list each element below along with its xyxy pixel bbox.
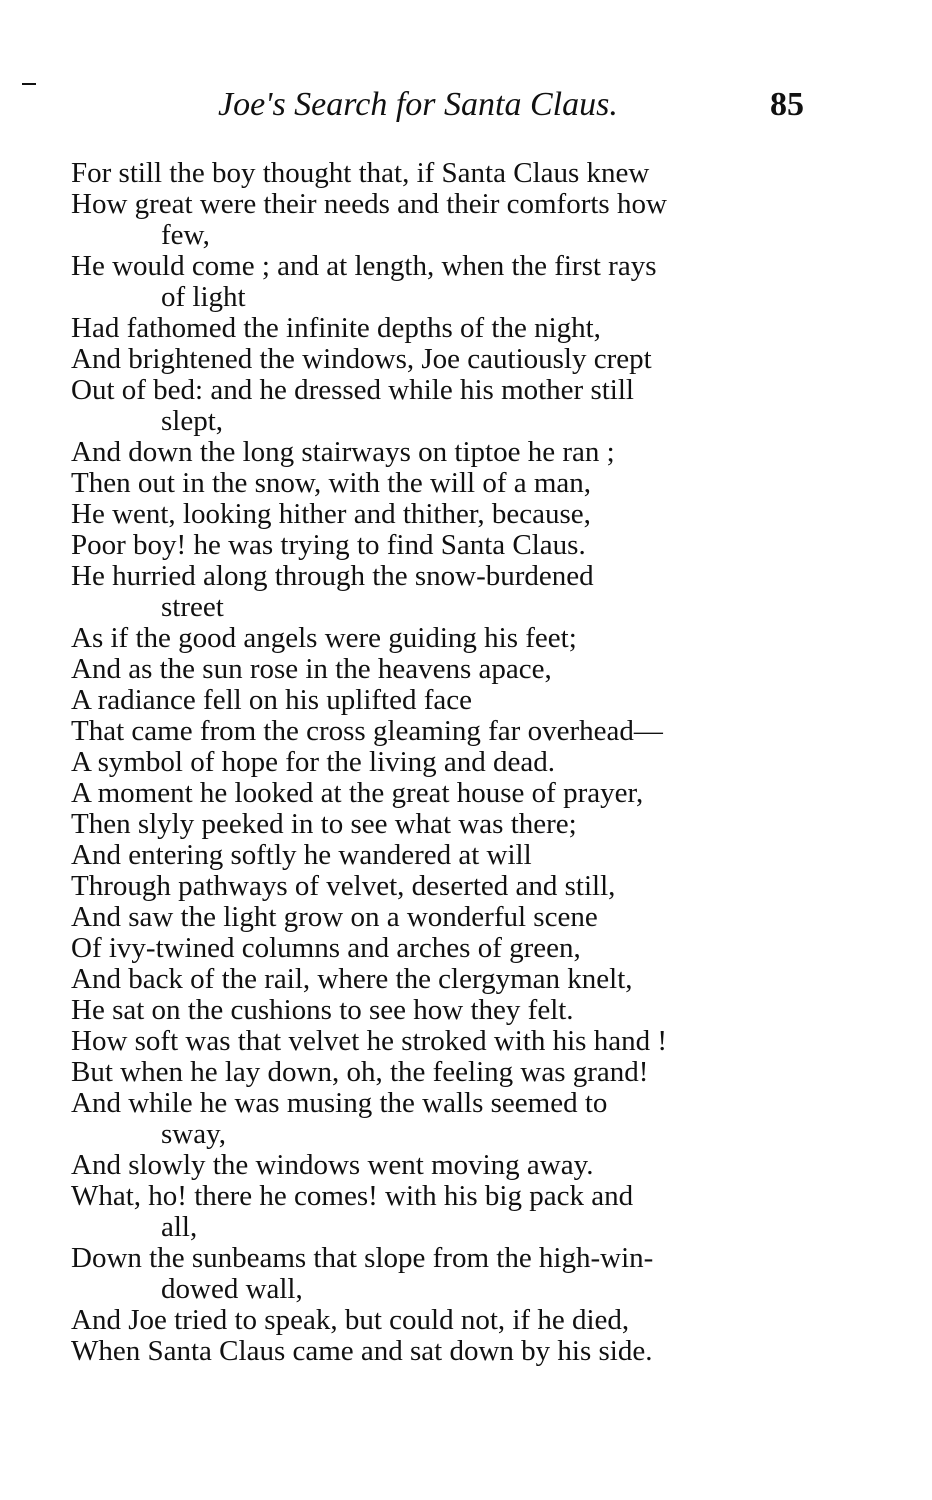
verse-line: For still the boy thought that, if Santa Claus knew: [71, 157, 650, 189]
verse-line-continuation: of light: [161, 281, 246, 313]
verse-line: Poor boy! he was trying to find Santa Claus.: [71, 529, 586, 561]
verse-line-continuation: few,: [161, 219, 210, 251]
verse-line-continuation: slept,: [161, 405, 224, 437]
verse-line-continuation: all,: [161, 1211, 198, 1243]
verse-line: He would come ; and at length, when the first rays: [71, 250, 657, 282]
verse-line: What, ho! there he comes! with his big pack and: [71, 1180, 634, 1212]
verse-line: And slowly the windows went moving away.: [71, 1149, 594, 1181]
verse-line: When Santa Claus came and sat down by his side.: [71, 1335, 653, 1367]
verse-line: That came from the cross gleaming far overhead—: [71, 715, 663, 747]
verse-line: And as the sun rose in the heavens apace,: [71, 653, 552, 685]
verse-line: He hurried along through the snow-burdened: [71, 560, 594, 592]
verse-line: But when he lay down, oh, the feeling was grand!: [71, 1056, 649, 1088]
verse-line: He sat on the cushions to see how they felt.: [71, 994, 574, 1026]
verse-line: And Joe tried to speak, but could not, if he died,: [71, 1304, 630, 1336]
verse-line: A moment he looked at the great house of prayer,: [71, 777, 644, 809]
verse-line: How soft was that velvet he stroked with his hand !: [71, 1025, 668, 1057]
running-title: Joe's Search for Santa Claus.: [218, 86, 618, 123]
verse-line: Then slyly peeked in to see what was there;: [71, 808, 577, 840]
verse-line-continuation: sway,: [161, 1118, 226, 1150]
verse-line: And down the long stairways on tiptoe he ran ;: [71, 436, 615, 468]
verse-line: And while he was musing the walls seemed to: [71, 1087, 608, 1119]
verse-line: How great were their needs and their comforts how: [71, 188, 667, 220]
verse-line: Out of bed: and he dressed while his mother still: [71, 374, 634, 406]
poem-body: [71, 158, 821, 1367]
verse-line-continuation: street: [161, 591, 224, 623]
verse-line: And brightened the windows, Joe cautiously crept: [71, 343, 652, 375]
verse-line: Through pathways of velvet, deserted and still,: [71, 870, 616, 902]
verse-line: A radiance fell on his uplifted face: [71, 684, 473, 716]
verse-line: Down the sunbeams that slope from the high-win-: [71, 1242, 654, 1274]
verse-line: As if the good angels were guiding his feet;: [71, 622, 577, 654]
verse-line: And entering softly he wandered at will: [71, 839, 532, 871]
verse-line: And back of the rail, where the clergyman knelt,: [71, 963, 633, 995]
verse-line-continuation: dowed wall,: [161, 1273, 303, 1305]
verse-line: Had fathomed the infinite depths of the night,: [71, 312, 601, 344]
verse-line: He went, looking hither and thither, because,: [71, 498, 591, 530]
verse-line: Then out in the snow, with the will of a man,: [71, 467, 592, 499]
page-number: 85: [770, 86, 804, 123]
verse-line: A symbol of hope for the living and dead.: [71, 746, 556, 778]
verse-line: And saw the light grow on a wonderful scene: [71, 901, 598, 933]
running-header: [0, 83, 932, 133]
verse-line: Of ivy-twined columns and arches of green,: [71, 932, 581, 964]
